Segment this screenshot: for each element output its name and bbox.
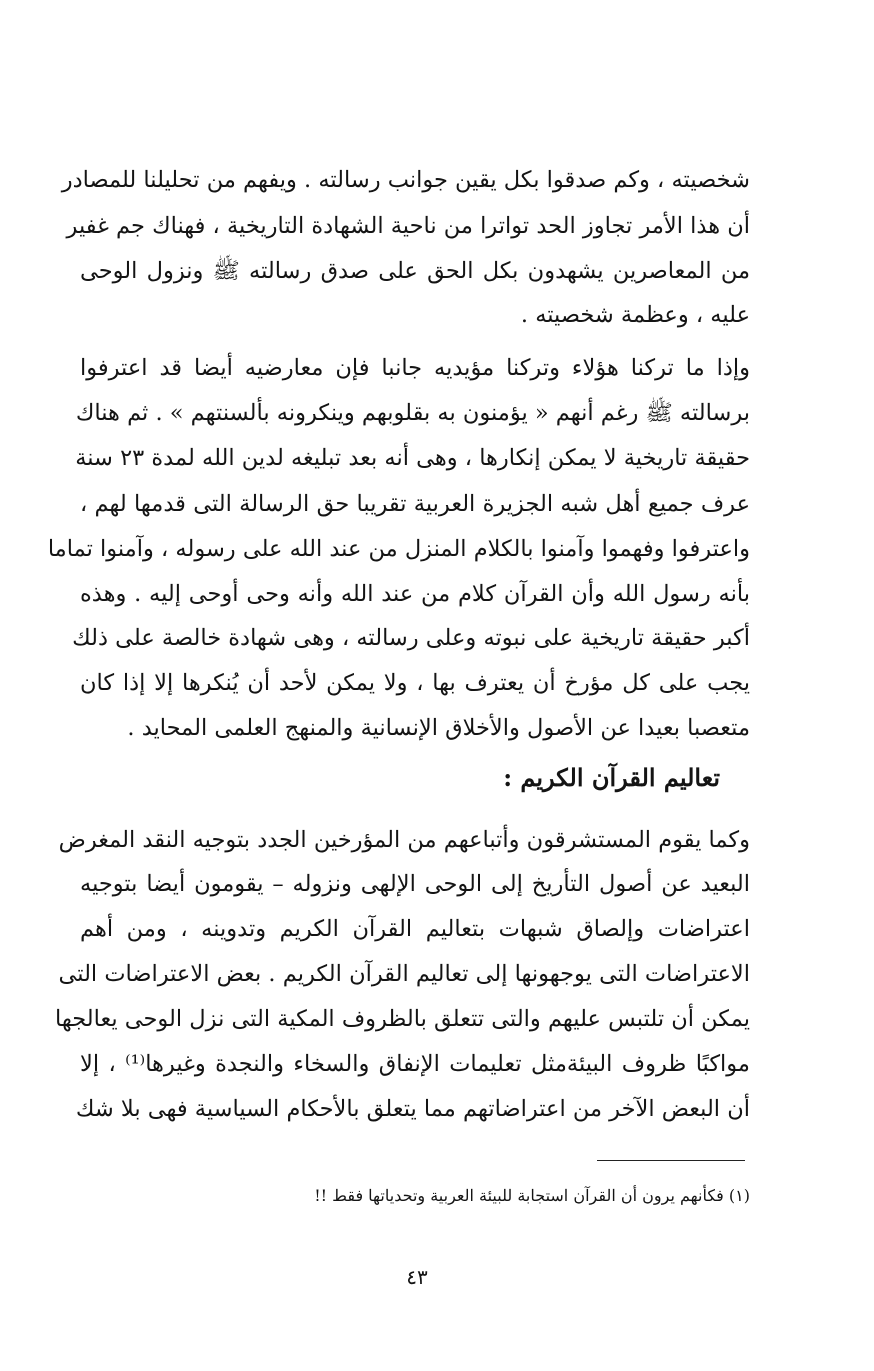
- text-line: وإذا ما تركنا هؤلاء وتركنا مؤيديه جانبا فإن معارضيه أيضا قد اعترفوا: [80, 355, 750, 381]
- text-line: بأنه رسول الله وأن القرآن كلام من عند الله وأنه وحى أوحى إليه . وهذه: [80, 581, 750, 607]
- text-line: واعترفوا وفهموا وآمنوا بالكلام المنزل من عند الله على رسوله ، وآمنوا تماما: [47, 536, 750, 562]
- text-line: يمكن أن تلتبس عليهم والتى تتعلق بالظروف المكية التى نزل الوحى يعالجها: [55, 1006, 750, 1032]
- text-line: شخصيته ، وكم صدقوا بكل يقين جوانب رسالته . ويفهم من تحليلنا للمصادر: [61, 167, 750, 193]
- text-line: مواكبًا ظروف البيئةمثل تعليمات الإنفاق والسخاء والنجدة وغيرها⁽¹⁾ ، إلا: [80, 1051, 750, 1077]
- text-line: من المعاصرين يشهدون بكل الحق على صدق رسالته ﷺ ونزول الوحى: [80, 258, 750, 284]
- text-line: اعتراضات وإلصاق شبهات بتعاليم القرآن الكريم وتدوينه ، ومن أهم: [80, 916, 750, 942]
- footnote: (١) فكأنهم يرون أن القرآن استجابة للبيئة العربية وتحدياتها فقط !!: [314, 1186, 750, 1205]
- text-line: عليه ، وعظمة شخصيته .: [520, 302, 750, 328]
- text-line: الاعتراضات التى يوجهونها إلى تعاليم القرآن الكريم . بعض الاعتراضات التى: [58, 961, 750, 987]
- section-heading: تعاليم القرآن الكريم :: [503, 763, 720, 792]
- text-line: وكما يقوم المستشرقون وأتباعهم من المؤرخين الجدد بتوجيه النقد المغرض: [58, 827, 750, 853]
- footnote-divider: [597, 1160, 745, 1161]
- text-line: أن هذا الأمر تجاوز الحد تواترا من ناحية الشهادة التاريخية ، فهناك جم غفير: [66, 213, 750, 239]
- text-line: عرف جميع أهل شبه الجزيرة العربية تقريبا حق الرسالة التى قدمها لهم ،: [80, 491, 750, 517]
- text-line: البعيد عن أصول التأريخ إلى الوحى الإلهى ونزوله – يقومون أيضا بتوجيه: [80, 871, 750, 897]
- text-line: أن البعض الآخر من اعتراضاتهم مما يتعلق بالأحكام السياسية فهى بلا شك: [75, 1096, 750, 1122]
- text-line: متعصبا بعيدا عن الأصول والأخلاق الإنسانية والمنهج العلمى المحايد .: [127, 715, 750, 741]
- text-line: حقيقة تاريخية لا يمكن إنكارها ، وهى أنه بعد تبليغه لدين الله لمدة ٢٣ سنة: [75, 445, 750, 471]
- text-line: أكبر حقيقة تاريخية على نبوته وعلى رسالته ، وهى شهادة خالصة على ذلك: [72, 625, 750, 651]
- text-line: يجب على كل مؤرخ أن يعترف بها ، ولا يمكن لأحد أن يُنكرها إلا إذا كان: [80, 670, 750, 696]
- text-line: برسالته ﷺ رغم أنهم « يؤمنون به بقلوبهم وينكرونه بألسنتهم » . ثم هناك: [75, 400, 750, 426]
- page-number: ٤٣: [406, 1265, 428, 1289]
